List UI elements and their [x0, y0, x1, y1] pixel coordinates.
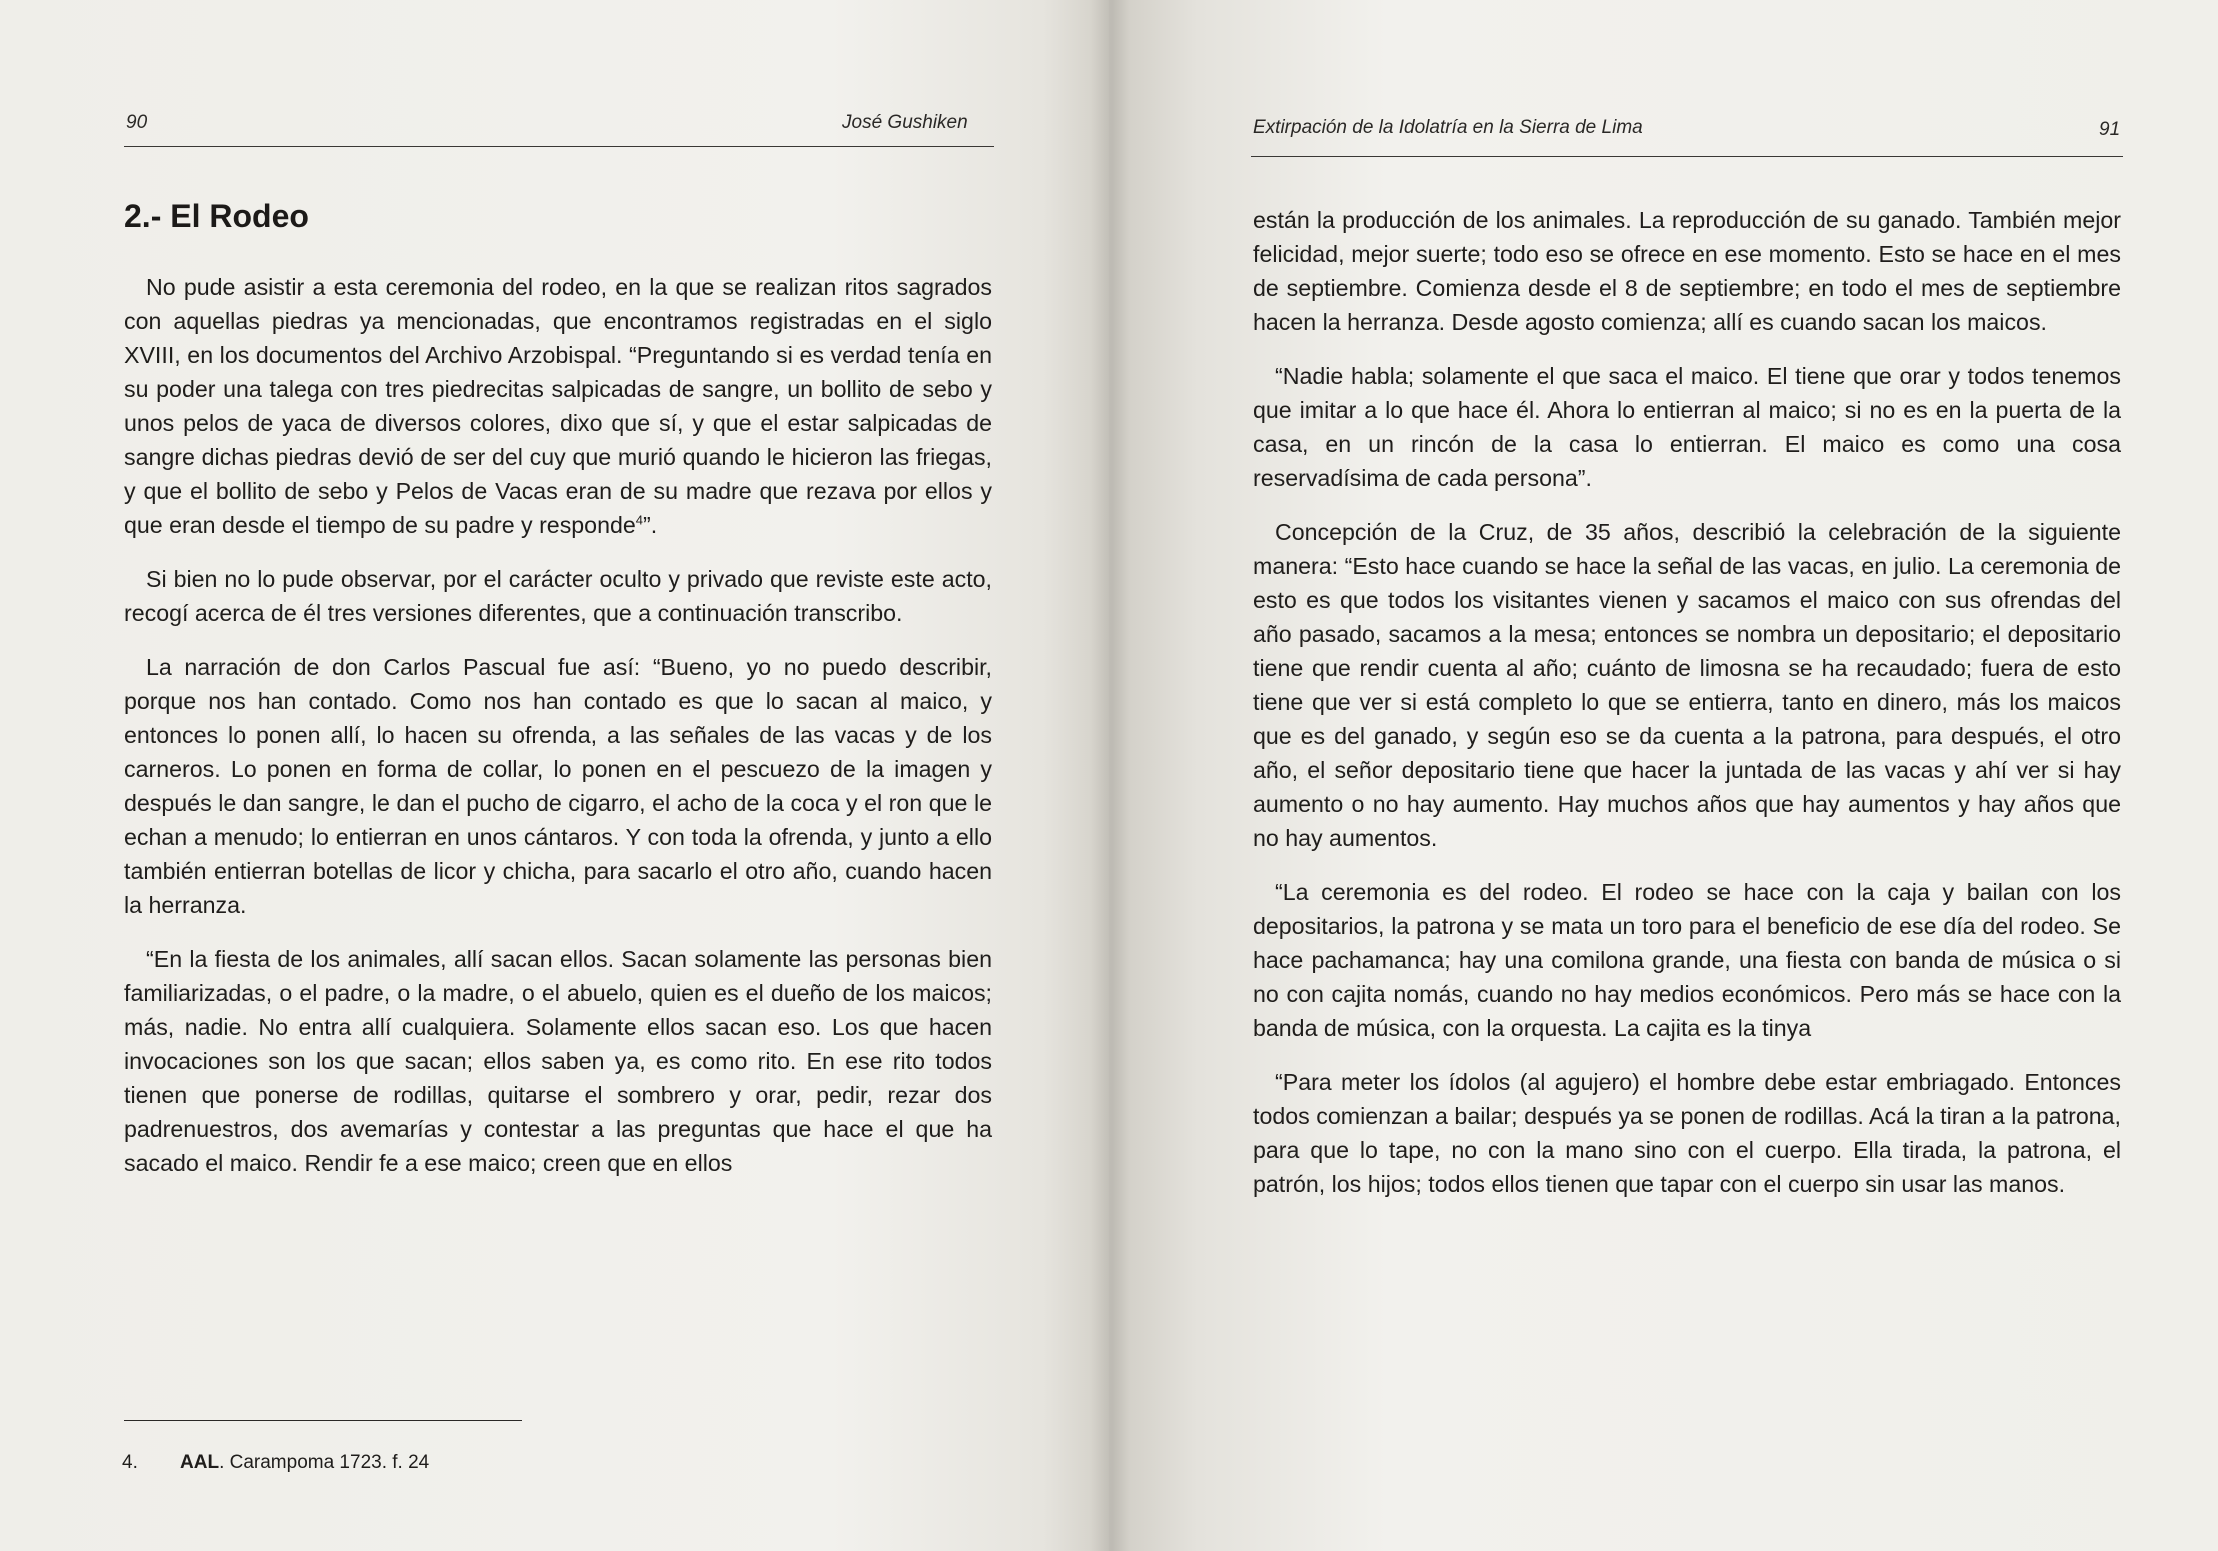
footnote-text: . Carampoma 1723. f. 24	[219, 1452, 430, 1473]
footnote-rule	[124, 1420, 522, 1421]
left-text-column	[124, 270, 992, 1200]
paragraph: “En la fiesta de los animales, allí sacan ellos. Sacan solamente las personas bien familiarizadas, o el padre, o la madre, o el abuelo, quien es el dueño de los maicos; más, nadie. No entra allí cualquiera. Solamente ellos sacan eso. Los que hacen invocaciones son los que sacan; ellos saben ya, es como rito. En ese rito todos tienen que ponerse de rodillas, quitarse el sombrero y orar, pedir, rezar dos padrenuestros, dos avemarías y contestar a las preguntas que hace el que ha sacado el maico. Rendir fe a ese maico; creen que en ellos	[124, 946, 992, 1176]
paragraph: están la producción de los animales. La reproducción de su ganado. También mejor felicidad, mejor suerte; todo eso se ofrece en ese momento. Esto se hace en el mes de septiembre. Comienza desde el 8 de septiembre; en todo el mes de septiembre hacen la herranza. Desde agosto comienza; allí es cuando sacan los maicos.	[1253, 207, 2121, 335]
paragraph: La narración de don Carlos Pascual fue así: “Bueno, yo no puedo describir, porque nos han contado. Como nos han contado es que lo sacan al maico, y entonces lo ponen allí, lo hacen su ofrenda, a las señales de las vacas y de los carneros. Lo ponen en forma de collar, lo ponen en el pescuezo de la imagen y después le dan sangre, le dan el pucho de cigarro, el acho de la coca y el ron que le echan a menudo; lo entierran en unos cántaros. Y con toda la ofrenda, y junto a ello también entierran botellas de licor y chicha, para sacarlo el otro año, cuando hacen la herranza.	[124, 654, 992, 918]
paragraph	[124, 270, 992, 542]
paragraph: “La ceremonia es del rodeo. El rodeo se hace con la caja y bailan con los depositarios, la patrona y se mata un toro para el beneficio de ese día del rodeo. Se hace pachamanca; hay una comilona grande, una fiesta con banda de música o si no con cajita nomás, cuando no hay medios económicos. Pero más se hace con la banda de música, con la orquesta. La cajita es la tinya	[1253, 879, 2121, 1041]
header-rule-right	[1251, 156, 2123, 157]
footnote-number: 4.	[122, 1452, 138, 1473]
running-header-right: Extirpación de la Idolatría en la Sierra de Lima	[1253, 117, 1643, 138]
paragraph: “Nadie habla; solamente el que saca el maico. El tiene que orar y todos tenemos que imitar a lo que hace él. Ahora lo entierran al maico; si no es en la puerta de la casa, en un rincón de la casa lo entierran. El maico es como una cosa reservadísima de cada persona”.	[1253, 363, 2121, 491]
page-number-left: 90	[126, 112, 148, 133]
right-text-column	[1253, 203, 2121, 1221]
header-rule-left	[124, 146, 994, 147]
footnote-marker: 4	[635, 512, 644, 528]
section-title: 2.- El Rodeo	[124, 198, 309, 234]
paragraph: “Para meter los ídolos (al agujero) el hombre debe estar embriagado. Entonces todos comienzan a bailar; después ya se ponen de rodillas. Acá la tiran a la patrona, para que lo tape, no con la mano sino con el cuerpo. Ella tirada, la patrona, el patrón, los hijos; todos ellos tienen que tapar con el cuerpo sin usar las manos.	[1253, 1069, 2121, 1197]
paragraph: Concepción de la Cruz, de 35 años, describió la celebración de la siguiente manera: “Esto hace cuando se hace la señal de las vacas, en julio. La ceremonia de esto es que todos los visitantes vienen y sacamos el maico con sus ofrendas del año pasado, sacamos a la mesa; entonces se nombra un depositario; el depositario tiene que rendir cuenta al año; cuánto de limosna se ha recaudado; fuera de esto tiene que ver si está completo lo que se entierra, tanto en dinero, más los maicos que es del ganado, y según eso se da cuenta a la patrona, para después, el otro año, el señor depositario tiene que hacer la juntada de las vacas y ahí ver si hay aumento o no hay aumento. Hay muchos años que hay aumentos y hay años que no hay aumentos.	[1253, 519, 2121, 851]
footnote-abbreviation: AAL	[180, 1452, 220, 1473]
book-gutter	[1090, 0, 1130, 1551]
right-page	[1109, 0, 2218, 1551]
page-number-right: 91	[2099, 119, 2121, 140]
paragraph-text: No pude asistir a esta ceremonia del rodeo, en la que se realizan ritos sagrados con aquellas piedras ya mencionadas, que encontramos registradas en el siglo XVIII, en los documentos del Archivo Arzobispal. “Preguntando si es verdad tenía en su poder una talega con tres piedrecitas salpicadas de sangre, un bollito de sebo y unos pelos de yaca de diversos colores, dixo que sí, y que el estar salpicadas de sangre dichas piedras devió de ser del cuy que murió quando le hicieron las friegas, y que el bollito de sebo y Pelos de Vacas eran de su madre que rezava por ellos y que eran desde el tiempo de su padre y responde	[124, 274, 992, 538]
paragraph: Si bien no lo pude observar, por el carácter oculto y privado que reviste este acto, recogí acerca de él tres versiones diferentes, que a continuación transcribo.	[124, 566, 992, 626]
footnote	[122, 1452, 429, 1474]
paragraph-closing: ”.	[643, 512, 658, 538]
running-header-left: José Gushiken	[842, 112, 968, 133]
